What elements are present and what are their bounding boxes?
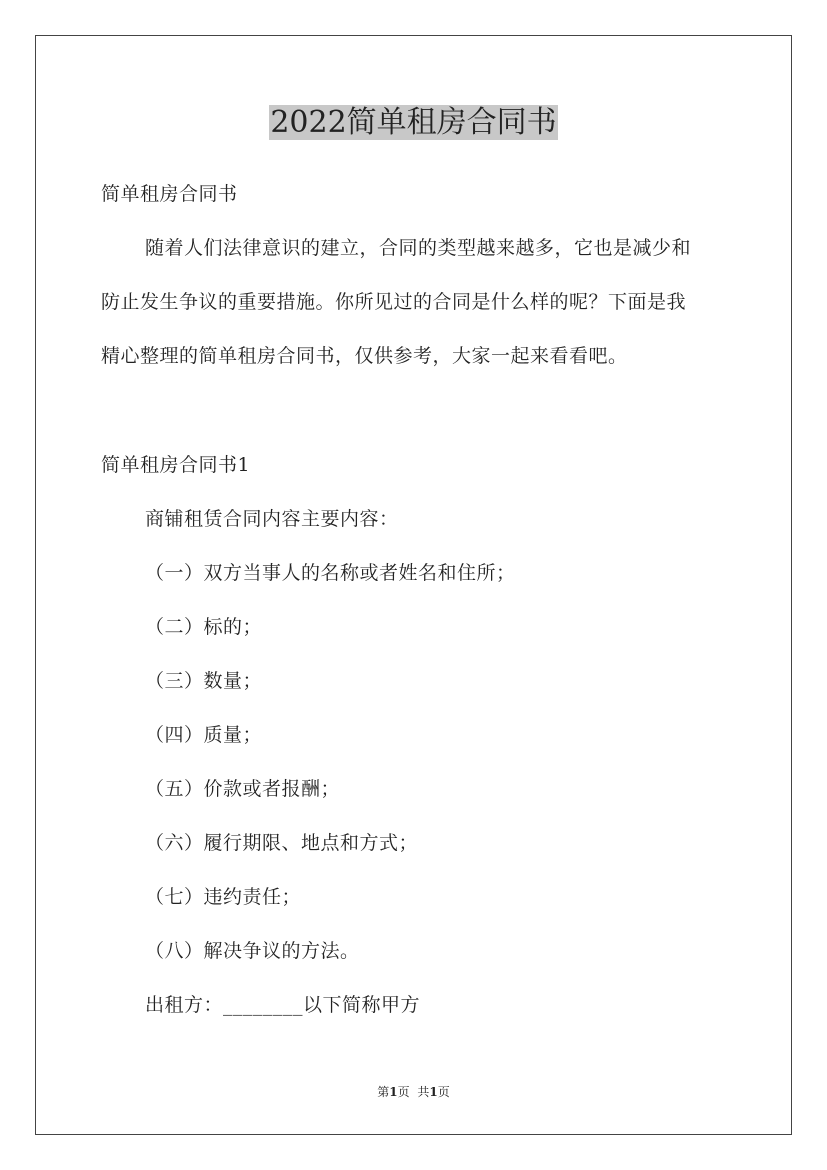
section-heading: 简单租房合同书1 <box>101 454 251 476</box>
document-subtitle: 简单租房合同书 <box>101 183 238 205</box>
document-title <box>0 103 827 143</box>
contract-item-5: （五）价款或者报酬； <box>145 778 341 800</box>
page-footer <box>0 1084 827 1100</box>
lessor-line: 出租方：________以下简称甲方 <box>145 994 421 1016</box>
contract-item-2: （二）标的； <box>145 616 263 638</box>
footer-total-suffix: 页 <box>437 1085 450 1099</box>
contract-item-3: （三）数量； <box>145 670 263 692</box>
contract-item-8: （八）解决争议的方法。 <box>145 940 360 962</box>
footer-total-pages: 1 <box>429 1085 438 1099</box>
document-title-text: 2022简单租房合同书 <box>270 105 557 140</box>
intro-line-3: 精心整理的简单租房合同书，仅供参考，大家一起来看看吧。 <box>101 345 628 367</box>
footer-page-prefix: 第 <box>377 1085 390 1099</box>
contract-item-1: （一）双方当事人的名称或者姓名和住所； <box>145 562 516 584</box>
contract-item-4: （四）质量； <box>145 724 263 746</box>
intro-line-2: 防止发生争议的重要措施。你所见过的合同是什么样的呢？下面是我 <box>101 291 687 313</box>
footer-total-prefix: 共 <box>417 1085 430 1099</box>
contract-item-7: （七）违约责任； <box>145 886 302 908</box>
contract-item-6: （六）履行期限、地点和方式； <box>145 832 419 854</box>
footer-page-number: 1 <box>389 1085 398 1099</box>
footer-page-suffix: 页 <box>397 1085 410 1099</box>
contract-line-intro: 商铺租赁合同内容主要内容： <box>145 508 399 530</box>
intro-line-1: 随着人们法律意识的建立，合同的类型越来越多，它也是减少和 <box>145 237 692 259</box>
